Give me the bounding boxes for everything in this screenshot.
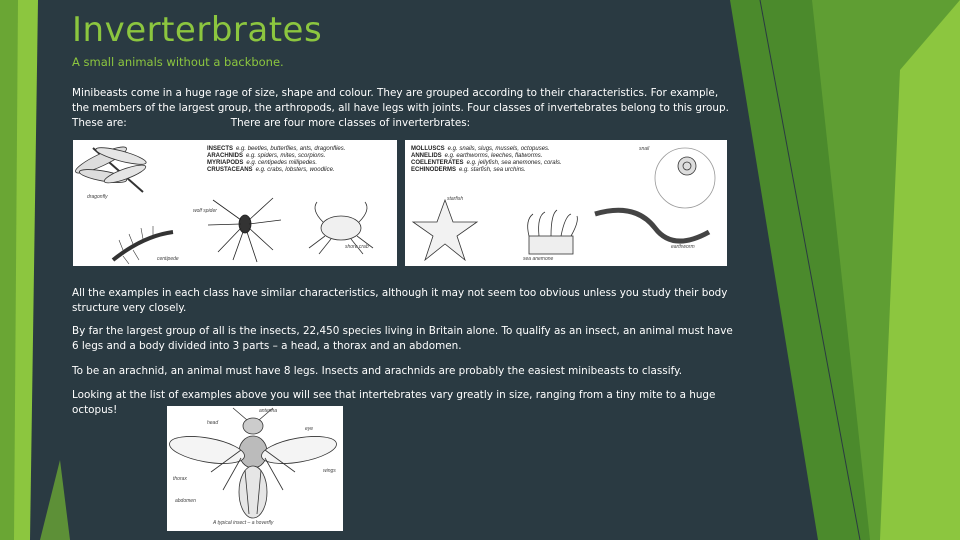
legend-row: CRUSTACEANS e.g. crabs, lobsters, woodlice. <box>207 167 335 173</box>
centipede-caption: centipede <box>157 256 179 262</box>
insect-diagram <box>167 406 343 531</box>
sea-anemone-illustration <box>528 210 578 254</box>
antenna-label: antenna <box>259 408 278 414</box>
dragonfly-caption: dragonfly <box>87 194 108 200</box>
snail-illustration <box>655 148 715 208</box>
dragonfly-illustration <box>73 143 147 192</box>
starfish-illustration <box>413 200 477 260</box>
starfish-caption: starfish <box>447 196 464 202</box>
spider-caption: wolf spider <box>193 208 217 214</box>
earthworm-illustration <box>595 210 709 241</box>
wings-label: wings <box>323 468 336 474</box>
legend-row: ARACHNIDS e.g. spiders, mites, scorpions. <box>207 153 326 159</box>
intro-text: Minibeasts come in a huge rage of size, shape and colour. They are grouped according to their characteristics. For example, the members of the largest group, the arthropods, all have legs with joints. Four classes of invertebrates belong to this group. These are: <box>72 87 729 129</box>
earthworm-caption: earthworm <box>671 244 695 250</box>
other-invertebrates-figure <box>405 140 727 266</box>
snail-caption: snail <box>639 146 650 152</box>
anemone-caption: sea anemone <box>523 256 554 262</box>
hoverfly-drawing <box>167 406 343 531</box>
legend-row: ANNELIDS e.g. earthworms, leeches, flatworms. <box>411 153 543 159</box>
bottom-left-green-triangle <box>40 460 70 540</box>
other-invertebrates-legend <box>411 146 562 174</box>
intro-text-right: There are four more classes of inverterbrates: <box>230 117 471 129</box>
intro-paragraph <box>72 86 737 131</box>
thorax-label: thorax <box>173 476 187 482</box>
size-paragraph: Looking at the list of examples above you will see that intertebrates vary greatly in size, ranging from a tiny mite to a huge octopus! <box>72 389 716 416</box>
insect-caption: A typical insect – a hoverfly <box>213 520 274 526</box>
head-label: head <box>207 420 219 426</box>
page-subtitle: A small animals without a backbone. <box>72 55 284 69</box>
arthropods-legend <box>207 146 345 174</box>
abdomen-label: abdomen <box>175 498 196 504</box>
page-title: Inverterbrates <box>72 10 323 50</box>
legend-row: ECHINODERMS e.g. starfish, sea urchins. <box>411 167 526 173</box>
legend-row: MYRIAPODS e.g. centipedes millipedes. <box>207 160 318 166</box>
eye-label: eye <box>305 426 314 432</box>
legend-row: COELENTERATES e.g. jellyfish, sea anemones, corals. <box>411 160 562 166</box>
examples-paragraph: All the examples in each class have similar characteristics, although it may not seem too obvious unless you study their body structure very closely. <box>72 287 728 314</box>
crab-caption: shore crab <box>345 244 369 250</box>
legend-row: INSECTS e.g. beetles, butterflies, ants, dragonflies. <box>207 146 346 152</box>
arachnid-paragraph: To be an arachnid, an animal must have 8 legs. Insects and arachnids are probably the easiest minibeasts to classify. <box>72 365 683 377</box>
spider-illustration <box>208 198 281 262</box>
legend-row: MOLLUSCS e.g. snails, slugs, mussels, octopuses. <box>411 146 550 152</box>
arthropods-figure <box>73 140 397 266</box>
insects-paragraph: By far the largest group of all is the insects, 22,450 species living in Britain alone. To qualify as an insect, an animal must have 6 legs and a body divided into 3 parts – a head, a thorax and an abdomen. <box>72 325 733 352</box>
